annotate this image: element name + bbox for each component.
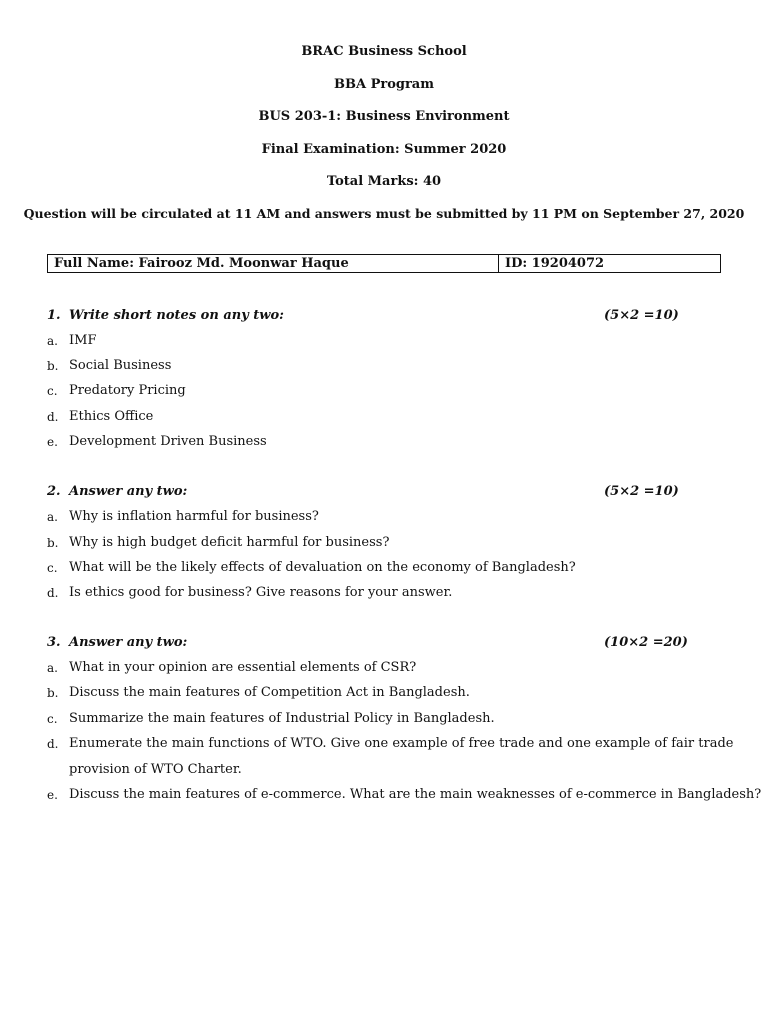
item-letter: a. [47,661,58,675]
item-text: What will be the likely effects of devaluation on the economy of Bangladesh? [69,560,576,575]
item-letter: b. [47,359,59,373]
student-id: ID: 19204072 [505,256,605,271]
question-number: 2. [47,484,61,499]
item-text: Development Driven Business [69,434,267,449]
item-letter: d. [47,737,59,751]
item-letter: c. [47,384,58,398]
student-info-table [47,254,721,273]
school-name: BRAC Business School [301,44,467,59]
course-title: BUS 203-1: Business Environment [258,109,510,124]
item-text: IMF [69,333,97,348]
item-text: Why is inflation harmful for business? [69,509,319,524]
item-text: Is ethics good for business? Give reasons for your answer. [69,585,453,600]
item-letter: b. [47,536,59,550]
item-letter: d. [47,586,59,600]
item-text: Predatory Pricing [69,383,186,398]
item-text: Discuss the main features of e-commerce. What are the main weaknesses of e-commerce in Bangladesh? [69,787,762,802]
item-text: Why is high budget deficit harmful for business? [69,535,390,550]
item-letter: e. [47,788,58,802]
item-text: Enumerate the main functions of WTO. Give one example of free trade and one example of fair trade [69,736,734,751]
item-letter: c. [47,561,58,575]
item-text: Social Business [69,358,172,373]
question-marks: (5×2 =10) [604,308,679,323]
item-letter: a. [47,510,58,524]
item-letter: d. [47,410,59,424]
question-title: Write short notes on any two: [69,308,284,323]
question-title: Answer any two: [69,484,188,499]
submission-notice: Question will be circulated at 11 AM and answers must be submitted by 11 PM on September 27, 2020 [23,206,745,221]
item-letter: c. [47,712,58,726]
item-letter: e. [47,435,58,449]
question-title: Answer any two: [69,635,188,650]
exam-title: Final Examination: Summer 2020 [261,142,507,157]
item-continuation: provision of WTO Charter. [69,762,242,777]
item-letter: b. [47,686,59,700]
question-number: 3. [47,635,61,650]
question-marks: (5×2 =10) [604,484,679,499]
item-text: Summarize the main features of Industrial Policy in Bangladesh. [69,711,495,726]
question-number: 1. [47,308,61,323]
item-letter: a. [47,334,58,348]
item-text: Ethics Office [69,409,154,424]
item-text: What in your opinion are essential elements of CSR? [69,660,417,675]
item-text: Discuss the main features of Competition Act in Bangladesh. [69,685,470,700]
program-name: BBA Program [333,77,434,92]
student-name: Full Name: Fairooz Md. Moonwar Haque [48,255,499,272]
total-marks: Total Marks: 40 [326,174,442,189]
question-marks: (10×2 =20) [604,635,688,650]
